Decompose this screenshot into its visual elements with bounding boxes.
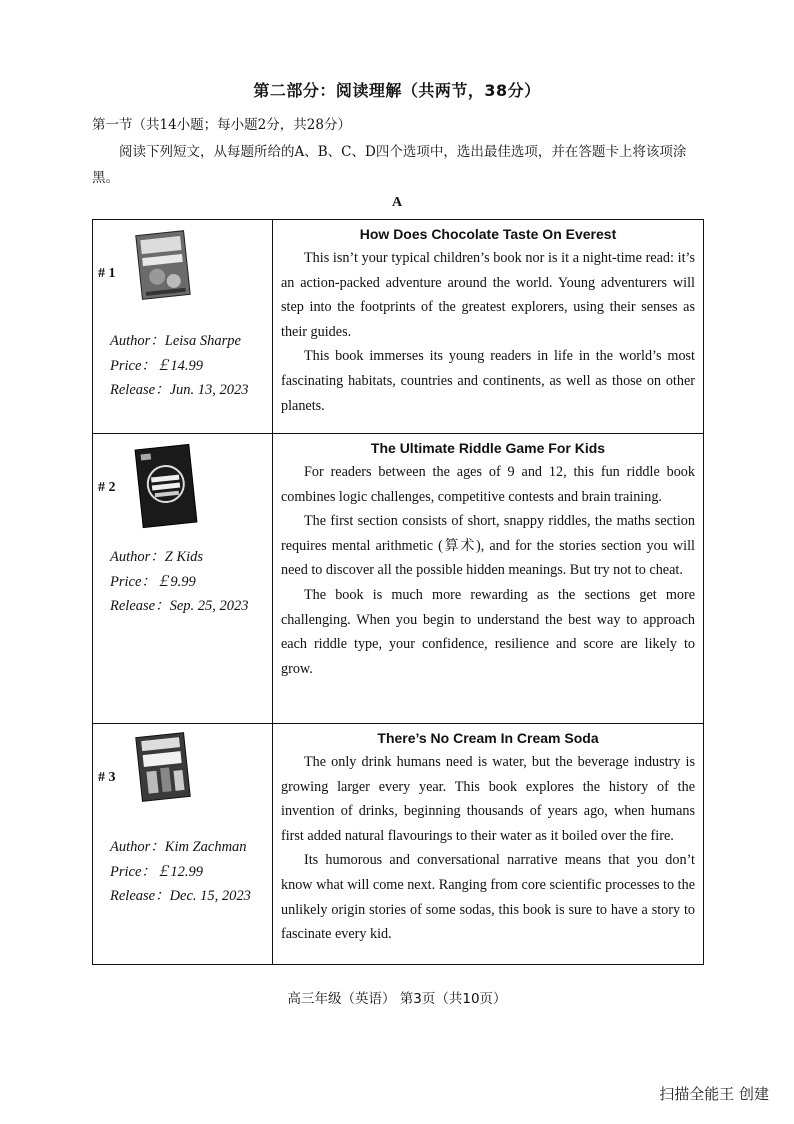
part-title: 第二部分：阅读理解（共两节，38分） (253, 81, 541, 100)
book-number: # 2 (98, 480, 116, 495)
book-paragraph: The book is much more rewarding as the sections get more challenging. When you begin to understand the best way to approach each riddle type, your confidence, resilience and score are likely to grow. (281, 586, 695, 677)
book-author: Author：Leisa Sharpe (110, 333, 241, 349)
book-price: Price：￡14.99 (110, 357, 204, 374)
instructions: 阅读下列短文，从每题所给的A、B、C、D四个选项中，选出最佳选项，并在答题卡上将该项涂黑。 (92, 144, 687, 186)
book-row (93, 220, 704, 434)
book-description-cell (273, 434, 704, 724)
book-cover-image (135, 230, 192, 301)
book-paragraph: For readers between the ages of 9 and 12, this fun riddle book combines logic challenges, competitive contests and brain training. (281, 464, 695, 505)
book-table (92, 219, 704, 965)
book-paragraph: Its humorous and conversational narrative means that you don’t know what will come next. Ranging from core scientific processes to the unlikely origin stories of some sodas, this book is sure to have a story to fascinate every kid. (281, 852, 695, 943)
book-paragraph: This book immerses its young readers in life in the world’s most fascinating habitats, countries and continents, as well as those on other planets. (281, 348, 695, 414)
book-release: Release：Dec. 15, 2023 (110, 888, 251, 904)
book-cover-image (134, 443, 198, 528)
book-row (93, 724, 704, 965)
book-row (93, 434, 704, 724)
book-title: The Ultimate Riddle Game For Kids (370, 440, 606, 456)
book-description-cell (273, 724, 704, 965)
book-info-cell (93, 724, 273, 965)
book-paragraph: This isn’t your typical children’s book nor is it a night-time read: it’s an action-packed adventure around the world. Young adventurers will step into the footprints of the greatest explorers, using their senses as their guides. (281, 250, 695, 340)
book-title: How Does Chocolate Taste On Everest (359, 226, 617, 242)
page-footer: 高三年级（英语） 第3页（共10页） (287, 991, 507, 1007)
section-heading: 第一节（共14小题；每小题2分，共28分） (92, 117, 351, 133)
book-price: Price：￡9.99 (110, 573, 196, 590)
book-cover-image (135, 732, 192, 803)
book-number: # 1 (98, 266, 116, 281)
book-number: # 3 (98, 770, 116, 785)
book-description-cell (273, 220, 704, 434)
passage-letter: A (391, 195, 403, 210)
book-price: Price：￡12.99 (110, 863, 204, 880)
book-release: Release：Jun. 13, 2023 (110, 382, 249, 398)
book-paragraph: The first section consists of short, snappy riddles, the maths section requires mental arithmetic (算术), and for the stories section you will need to discover all the possible hidden meanings. But try not to cheat. (281, 513, 695, 579)
book-info-cell (93, 220, 273, 434)
watermark: 扫描全能王 创建 (659, 1085, 769, 1103)
book-author: Author：Z Kids (110, 549, 204, 565)
book-paragraph: The only drink humans need is water, but the beverage industry is growing larger every year. This book explores the history of the invention of drinks, beginning thousands of years ago, when humans first added natural flavourings to their water as it boiled over the fire. (281, 754, 695, 844)
book-release: Release：Sep. 25, 2023 (110, 598, 249, 614)
book-title: There’s No Cream In Cream Soda (377, 730, 599, 746)
book-info-cell (93, 434, 273, 724)
book-author: Author：Kim Zachman (110, 839, 247, 855)
